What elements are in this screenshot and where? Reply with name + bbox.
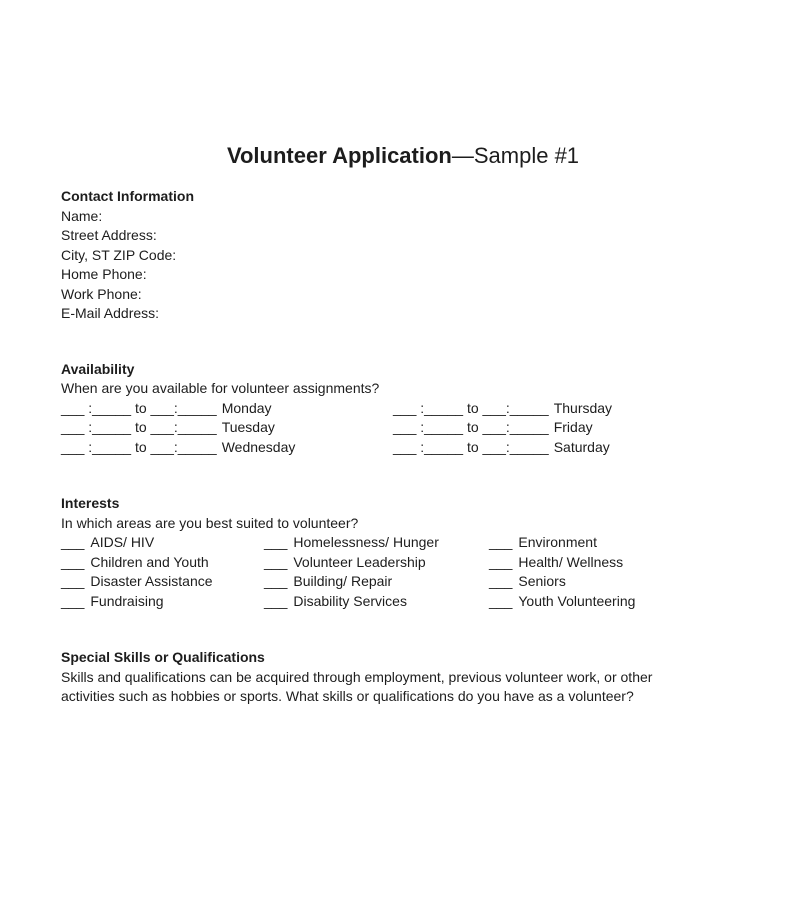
interest-label: Homelessness/ Hunger (293, 534, 439, 550)
checkbox-blank-field: ___ (61, 553, 85, 570)
document-title-suffix: —Sample #1 (451, 143, 580, 168)
day-label-friday: Friday (553, 419, 593, 435)
interest-label: Disability Services (293, 592, 407, 609)
time-blank-field: ___ :_____ to ___:_____ (393, 399, 549, 416)
day-label-tuesday: Tuesday (221, 419, 275, 435)
document-title-bold: Volunteer Application (226, 143, 452, 168)
interest-option-aids-hiv (61, 533, 264, 553)
interests-heading: Interests (61, 495, 120, 511)
availability-section (61, 360, 745, 458)
day-label-saturday: Saturday (553, 438, 610, 455)
checkbox-blank-field: ___ (264, 592, 288, 609)
contact-field-street-address: Street Address: (61, 227, 157, 243)
interests-row (61, 592, 745, 612)
availability-slot-monday (61, 399, 393, 419)
special-skills-heading: Special Skills or Qualifications (61, 649, 265, 665)
interests-question: In which areas are you best suited to volunteer? (61, 514, 359, 531)
interest-option-fundraising (61, 592, 264, 612)
availability-slot-saturday (393, 438, 610, 458)
checkbox-blank-field: ___ (61, 573, 85, 589)
checkbox-blank-field: ___ (489, 553, 513, 570)
checkbox-blank-field: ___ (264, 553, 288, 570)
interest-option-seniors (489, 572, 566, 592)
interest-label: Fundraising (90, 592, 164, 609)
checkbox-blank-field: ___ (61, 534, 85, 550)
interest-option-volunteer-leadership (264, 553, 489, 573)
interest-option-youth-volunteering (489, 592, 635, 612)
availability-heading: Availability (61, 360, 135, 377)
interest-option-environment (489, 533, 597, 553)
availability-slot-wednesday (61, 438, 393, 458)
day-label-thursday: Thursday (553, 399, 613, 416)
contact-field-city-st-zip: City, ST ZIP Code: (61, 246, 177, 263)
interest-label: Environment (518, 534, 597, 550)
contact-field-email-address: E-Mail Address: (61, 305, 160, 321)
interests-row (61, 572, 745, 592)
time-blank-field: ___ :_____ to ___:_____ (61, 399, 217, 416)
interests-row (61, 533, 745, 553)
contact-info-heading: Contact Information (61, 188, 194, 204)
interests-section (61, 494, 745, 611)
interest-option-health-wellness (489, 553, 623, 573)
interest-label: Youth Volunteering (518, 592, 636, 609)
contact-field-work-phone: Work Phone: (61, 285, 142, 302)
checkbox-blank-field: ___ (61, 592, 85, 609)
availability-question: When are you available for volunteer assignments? (61, 380, 380, 396)
interest-option-building-repair (264, 572, 489, 592)
checkbox-blank-field: ___ (489, 534, 513, 550)
interest-label: AIDS/ HIV (90, 534, 155, 550)
day-label-monday: Monday (221, 399, 272, 416)
interest-label: Volunteer Leadership (293, 553, 426, 570)
time-blank-field: ___ :_____ to ___:_____ (393, 419, 549, 435)
interests-row (61, 553, 745, 573)
checkbox-blank-field: ___ (489, 573, 513, 589)
contact-field-name: Name: (61, 207, 103, 224)
contact-field-home-phone: Home Phone: (61, 266, 147, 282)
checkbox-blank-field: ___ (264, 534, 288, 550)
interest-label: Seniors (518, 573, 566, 589)
skills-description-line-2: activities such as hobbies or sports. What skills or qualifications do you have as a volunteer? (61, 688, 634, 704)
interest-option-disability-services (264, 592, 489, 612)
time-blank-field: ___ :_____ to ___:_____ (61, 419, 217, 435)
availability-slot-tuesday (61, 418, 393, 438)
interest-label: Health/ Wellness (518, 553, 624, 570)
interest-label: Children and Youth (90, 553, 209, 570)
availability-slot-friday (393, 418, 593, 438)
availability-row-tuesday-friday (61, 418, 745, 438)
availability-slot-thursday (393, 399, 612, 419)
time-blank-field: ___ :_____ to ___:_____ (393, 438, 549, 455)
interest-label: Building/ Repair (293, 573, 393, 589)
interest-option-homelessness-hunger (264, 533, 489, 553)
checkbox-blank-field: ___ (264, 573, 288, 589)
document-title (61, 143, 745, 169)
special-skills-section (61, 648, 745, 707)
availability-row-monday-thursday (61, 399, 745, 419)
interest-option-children-and-youth (61, 553, 264, 573)
skills-description-line-1: Skills and qualifications can be acquired through employment, previous volunteer work, or other (61, 668, 653, 685)
time-blank-field: ___ :_____ to ___:_____ (61, 438, 217, 455)
checkbox-blank-field: ___ (489, 592, 513, 609)
interest-option-disaster-assistance (61, 572, 264, 592)
contact-info-section (61, 187, 745, 324)
day-label-wednesday: Wednesday (221, 438, 296, 455)
interest-label: Disaster Assistance (90, 573, 213, 589)
availability-row-wednesday-saturday (61, 438, 745, 458)
